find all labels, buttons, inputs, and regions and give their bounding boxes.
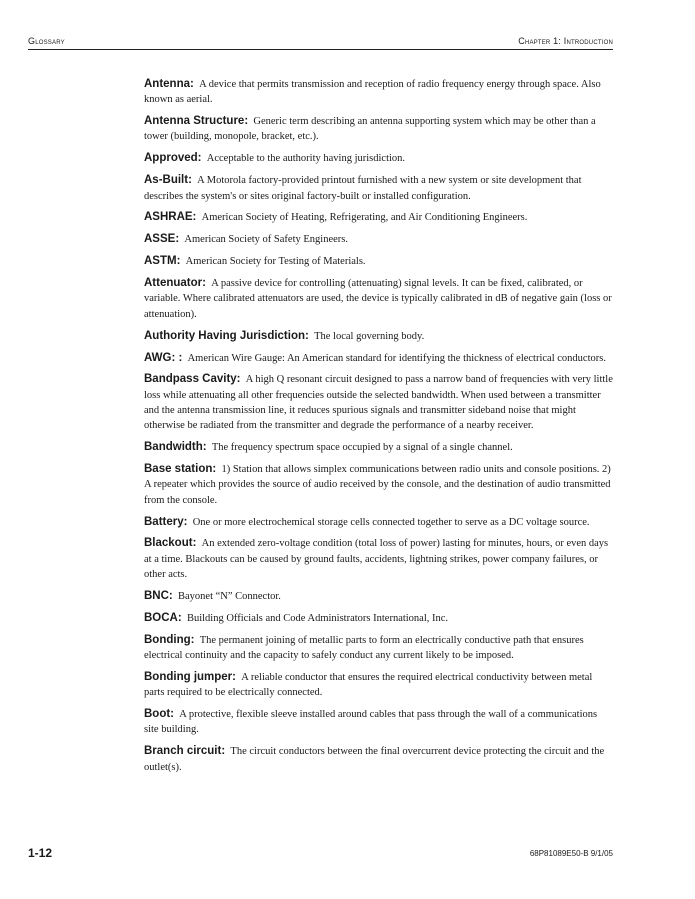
glossary-term: Boot: bbox=[144, 708, 175, 721]
glossary-entry bbox=[144, 536, 614, 582]
glossary-entry bbox=[144, 151, 614, 166]
glossary-entry bbox=[144, 589, 614, 604]
glossary-definition: One or more electrochemical storage cells connected together to serve as a DC voltage source. bbox=[192, 516, 590, 528]
glossary-term: AWG: : bbox=[144, 351, 183, 364]
glossary-entry bbox=[144, 372, 614, 433]
glossary-definition: A Motorola factory-provided printout furnished with a new system or site development that describes the system's or sites original factory-built or installed configuration. bbox=[144, 175, 582, 202]
glossary-entry bbox=[144, 329, 614, 344]
glossary-term: BNC: bbox=[144, 589, 173, 602]
glossary-definition: American Society of Safety Engineers. bbox=[184, 234, 348, 246]
glossary-term: Bandpass Cavity: bbox=[144, 373, 241, 386]
glossary-entry bbox=[144, 254, 614, 269]
glossary-definition: 1) Station that allows simplex communications between radio units and console positions. 2) A repeater which provides the source of audio received by the console, and the destination of audio transmitted from the console. bbox=[144, 464, 611, 506]
glossary-term: Bandwidth: bbox=[144, 441, 207, 454]
header-section-title: Glossary bbox=[28, 36, 65, 46]
glossary-entry bbox=[144, 515, 614, 530]
header-rule bbox=[28, 49, 613, 50]
glossary-definition: The permanent joining of metallic parts to form an electrically conductive path that ensures electrical continuity and the capacity to safely conduct any current likely to be imposed. bbox=[144, 634, 584, 661]
glossary-term: ASSE: bbox=[144, 233, 180, 246]
glossary-definition: Bayonet “N” Connector. bbox=[178, 590, 281, 602]
glossary-entry bbox=[144, 173, 614, 204]
glossary-term: Bonding: bbox=[144, 633, 195, 646]
document-id: 68P81089E50-B 9/1/05 bbox=[529, 849, 613, 858]
glossary-term: ASTM: bbox=[144, 255, 181, 268]
glossary-definition: American Society for Testing of Materials. bbox=[185, 256, 366, 268]
page-number: 1-12 bbox=[28, 846, 53, 860]
glossary-entry bbox=[144, 670, 614, 701]
glossary-entry bbox=[144, 462, 614, 508]
glossary-definition: Generic term describing an antenna supporting system which may be other than a tower (building, monopole, bracket, etc.). bbox=[144, 116, 596, 143]
glossary-entry bbox=[144, 351, 614, 366]
glossary-term: Approved: bbox=[144, 152, 202, 165]
glossary-entry bbox=[144, 744, 614, 775]
glossary-term: Antenna: bbox=[144, 78, 194, 90]
running-header bbox=[28, 36, 613, 50]
glossary-term: Authority Having Jurisdiction: bbox=[144, 329, 309, 342]
glossary-entry bbox=[144, 611, 614, 626]
glossary-entry bbox=[144, 276, 614, 322]
glossary-definition: A passive device for controlling (attenuating) signal levels. It can be fixed, calibrated, or variable. Where calibrated attenuators are used, the device is typically calibrated in dB of negative gain (loss or attenuation). bbox=[144, 278, 612, 320]
glossary-term: Attenuator: bbox=[144, 277, 206, 290]
glossary-definition: The circuit conductors between the final overcurrent device protecting the circuit and the outlet(s). bbox=[144, 746, 605, 773]
glossary-entry bbox=[144, 633, 614, 664]
glossary-term: Battery: bbox=[144, 515, 188, 528]
glossary-term: Blackout: bbox=[144, 537, 197, 550]
glossary-entry bbox=[144, 440, 614, 455]
glossary-entry bbox=[144, 232, 614, 247]
header-chapter-title: Chapter 1: Introduction bbox=[518, 36, 613, 46]
glossary-term: BOCA: bbox=[144, 611, 182, 624]
glossary-definition: A reliable conductor that ensures the required electrical conductivity between metal parts required to be electrically connected. bbox=[144, 671, 593, 699]
glossary-definition: A high Q resonant circuit designed to pass a narrow band of frequencies with very little loss while attenuating all other frequencies outside the selected bandwidth. When used between a transmitter and the antenna transmission line, it reduces spurious signals and transmitter sideband noise that might otherwise be radiated from the transmitter and degrade the performance of a nearby receiver. bbox=[144, 374, 613, 432]
glossary-entry bbox=[144, 210, 614, 225]
glossary-definition: Acceptable to the authority having jurisdiction. bbox=[206, 153, 406, 165]
glossary-definition: The frequency spectrum space occupied by a signal of a single channel. bbox=[211, 442, 513, 454]
glossary-term: Branch circuit: bbox=[144, 745, 226, 758]
glossary-definition: An extended zero-voltage condition (total loss of power) lasting for minutes, hours, or even days at a time. Blackouts can be caused by ground faults, accidents, lightning strikes, power company failures, or other acts. bbox=[144, 538, 609, 581]
glossary-term: As-Built: bbox=[144, 174, 192, 187]
glossary-term: Antenna Structure: bbox=[144, 115, 249, 128]
glossary-list bbox=[144, 77, 614, 781]
glossary-term: Bonding jumper: bbox=[144, 670, 236, 683]
glossary-definition: American Society of Heating, Refrigerating, and Air Conditioning Engineers. bbox=[201, 212, 528, 224]
glossary-definition: A protective, flexible sleeve installed around cables that pass through the wall of a communications site building. bbox=[144, 709, 598, 736]
glossary-term: Base station: bbox=[144, 463, 217, 476]
glossary-definition: American Wire Gauge: An American standard for identifying the thickness of electrical conductors. bbox=[187, 352, 606, 364]
glossary-definition: Building Officials and Code Administrators International, Inc. bbox=[186, 612, 449, 624]
glossary-definition: A device that permits transmission and reception of radio frequency energy through space. Also known as aerial. bbox=[144, 79, 601, 106]
glossary-entry bbox=[144, 77, 614, 108]
glossary-entry bbox=[144, 707, 614, 738]
glossary-entry bbox=[144, 114, 614, 145]
glossary-definition: The local governing body. bbox=[314, 330, 425, 342]
glossary-term: ASHRAE: bbox=[144, 211, 197, 224]
